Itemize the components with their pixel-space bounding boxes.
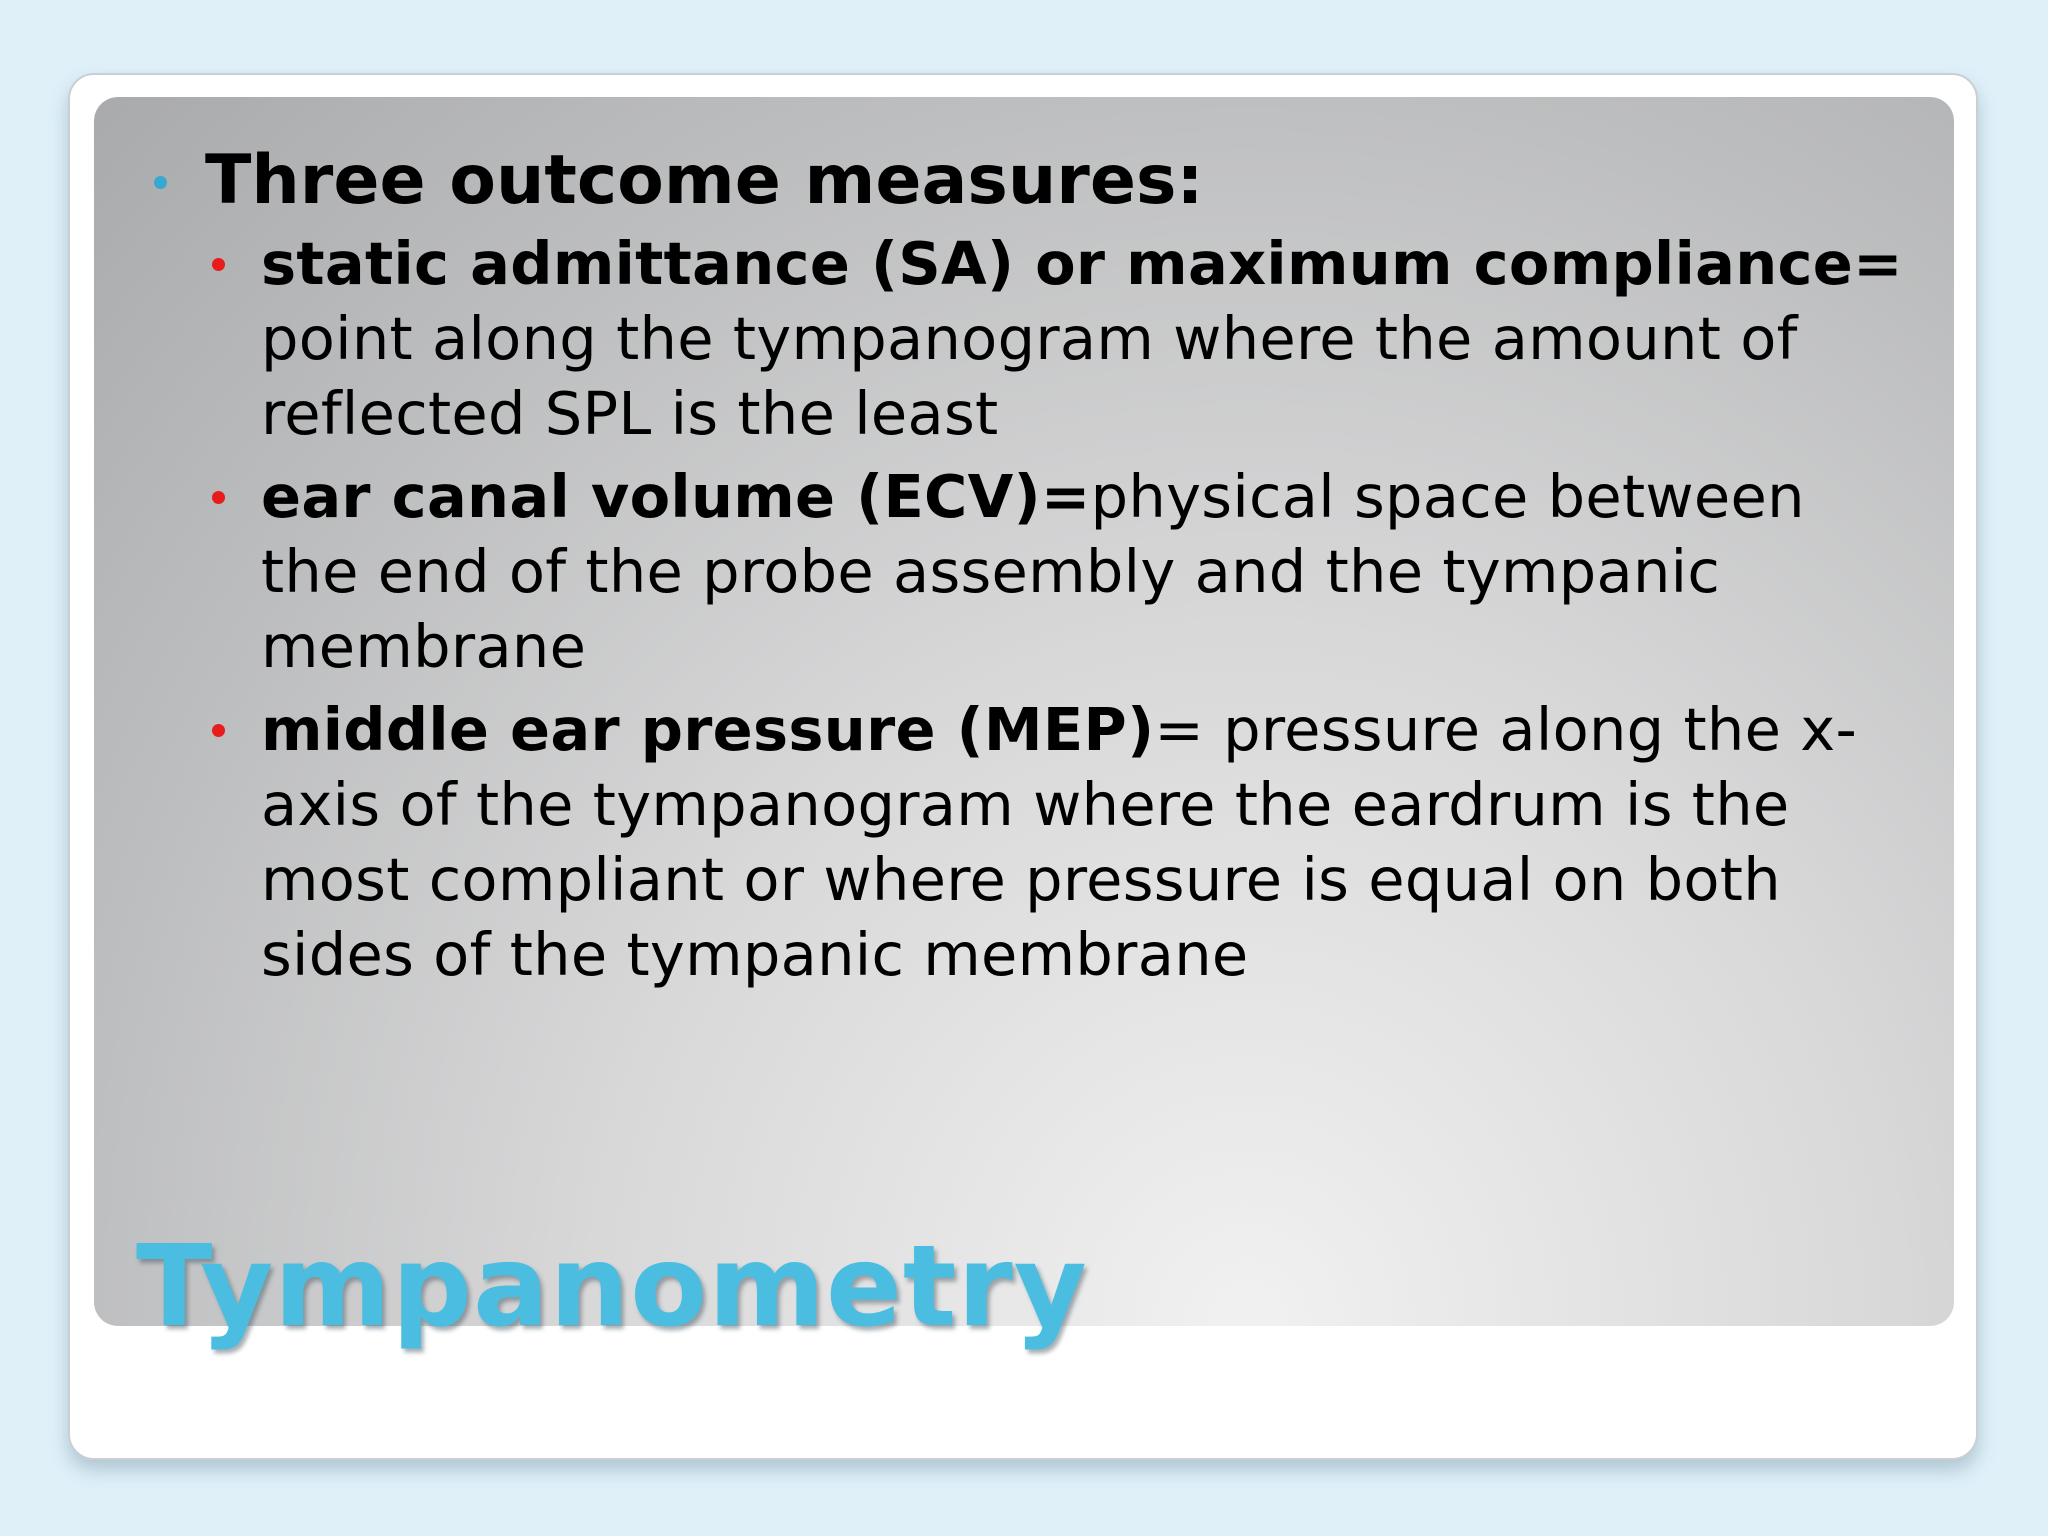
- slide-title: Tympanometry: [136, 1222, 1088, 1352]
- bullet-dot-icon: [154, 176, 167, 189]
- bullet-item-mep: [208, 692, 1920, 992]
- bullet-level1: [140, 140, 1920, 222]
- bullet-definition: point along the tympanogram where the amount of reflected SPL is the least: [261, 304, 1798, 448]
- bullet-item-ecv: [208, 459, 1920, 684]
- bullet-item-text: [261, 226, 1920, 451]
- bullet-term: static admittance (SA) or maximum compliance=: [261, 229, 1903, 298]
- bullet-definition: physical space between the end of the probe assembly and the tympanic membrane: [261, 462, 1805, 681]
- bullet-item-text: [261, 692, 1920, 992]
- bullet-dot-icon: [212, 491, 225, 504]
- bullet-item-sa: [208, 226, 1920, 451]
- bullet-item-text: [261, 459, 1920, 684]
- heading-bullet-text: Three outcome measures:: [205, 141, 1204, 220]
- bullet-term: ear canal volume (ECV)=: [261, 462, 1091, 531]
- bullet-definition: = pressure along the x-axis of the tympanogram where the eardrum is the most compliant or where pressure is equal on both sides of the tympanic membrane: [261, 695, 1858, 989]
- bullet-dot-icon: [212, 258, 225, 271]
- bullet-term: middle ear pressure (MEP): [261, 695, 1155, 764]
- bullet-dot-icon: [212, 724, 225, 737]
- slide-body: [140, 140, 1920, 1000]
